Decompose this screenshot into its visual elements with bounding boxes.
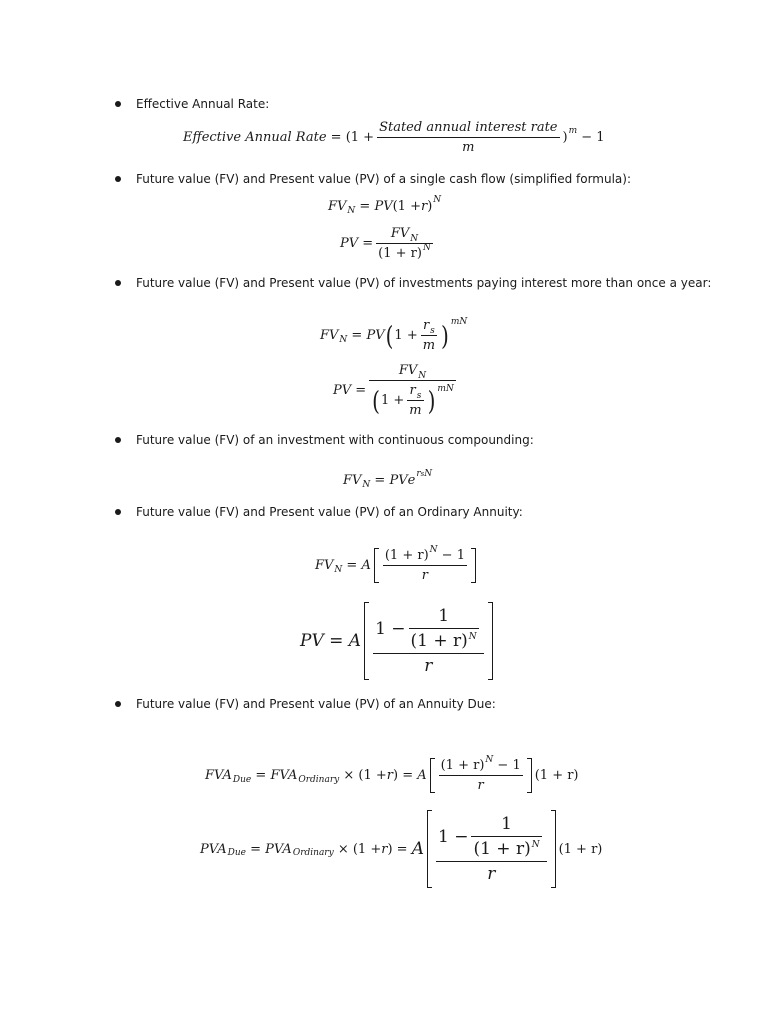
fraction: $FV_N$ ( 1 + $\frac{r_s}{m}$ ) mN [369,363,456,418]
formula-fv-compounding: FV N = PV ( 1 + $\frac{r_s}{m}$ ) mN [320,316,468,353]
fraction: $\frac{\text{Stated annual interest rate}}{m}$ [379,120,558,155]
formula-fv-ordinary-annuity: FV N = A $\frac{(1 + r)^N - 1}{r}$ [315,548,479,583]
formula-pv-ordinary-annuity: PV = A 1 − $\frac{1}{(1 + r)^N}$ r [300,602,496,680]
formula-pv-single: PV = $\frac{FV_N}{(1 + r)^N}$ [340,226,431,261]
bullet-dot [115,701,121,707]
bullet-dot [115,176,121,182]
bullet-dot [115,280,121,286]
formula-fv-continuous: FV N = PV e rsN [343,468,433,490]
formula-pva-due: PVA Due = PVA Ordinary × (1 + r ) = A 1 − $\frac{1}{(1 + r)^N}$ r (1 + r) [200,810,602,888]
formula-fv-single: FV N = PV (1 + r ) N [328,194,442,216]
formula-pv-compounding: PV = $FV_N$ ( 1 + $\frac{r_s}{m}$ ) mN [333,363,454,418]
fraction: $\frac{r_s}{m}$ [422,318,436,353]
formula-effective-annual-rate: Effective Annual Rate = (1 + $\frac{\text{Stated annual interest rate}}{m}$ ) m − 1 [183,120,605,155]
bullet-dot [115,509,121,515]
bullet-dot [115,101,121,107]
fraction: $\frac{FV_N}{(1 + r)^N}$ [378,226,431,261]
bullet-dot [115,437,121,443]
formula-fva-due: FVA Due = FVA Ordinary × (1 + r ) = A $\frac{(1 + r)^N - 1}{r}$ (1 + r) [205,755,579,793]
